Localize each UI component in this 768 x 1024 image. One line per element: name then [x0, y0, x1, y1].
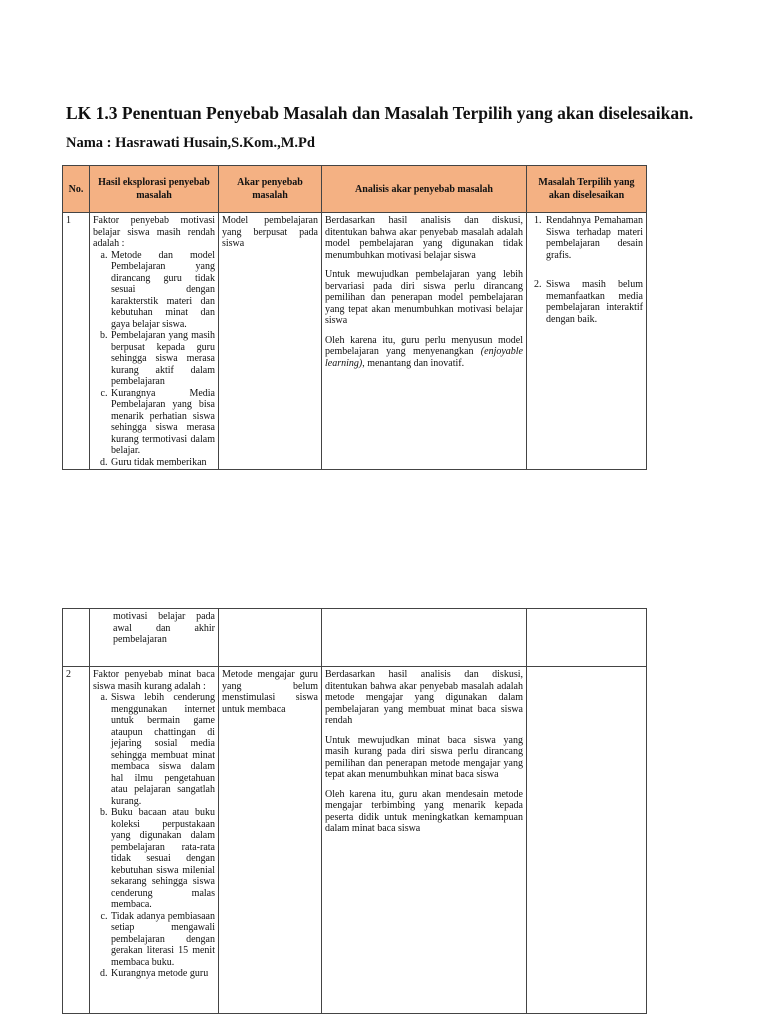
table-row	[63, 213, 647, 470]
list-item: c. Kurangnya Media Pembelajaran yang bisa menarik perhatian siswa sehingga siswa merasa kurang termotivasi dalam belajar.	[110, 388, 215, 457]
analisis-paragraph: Untuk mewujudkan minat baca siswa yang masih kurang pada diri siswa perlu dirancang pemilihan dan penerapan metode mengajar yang tepat akan menumbuhkan minat baca siswa	[325, 734, 523, 780]
table-row	[63, 667, 647, 1014]
analisis-emphasis: (enjoyable learning)	[325, 346, 523, 369]
document-title: LK 1.3 Penentuan Penyebab Masalah dan Masalah Terpilih yang akan diselesaikan.	[66, 103, 694, 123]
analisis-text: Oleh karena itu, guru perlu menyusun model pembelajaran yang menyenangkan	[325, 334, 523, 357]
list-item: b. Buku bacaan atau buku koleksi perpustakaan yang digunakan dalam pembelajaran rata-rata tidak sesuai dengan kebutuhan siswa milenial sekarang sehingga siswa cenderung malas membaca.	[110, 807, 215, 911]
analisis-paragraph: Berdasarkan hasil analisis dan diskusi, ditentukan bahwa akar penyebab masalah adalah model pembelajaran yang digunakan tidak menumbuhkan motivasi belajar siswa	[325, 215, 523, 261]
analisis-paragraph: Oleh karena itu, guru akan mendesain metode mengajar terbimbing yang menarik kepada peserta didik untuk meningkatkan kemampuan dalam minat baca siswa	[325, 788, 523, 834]
masalah-list	[530, 215, 643, 325]
akar-cell: Metode mengajar guru yang belum menstimulasi siswa untuk membaca	[219, 667, 322, 1014]
header-masalah-terpilih: Masalah Terpilih yang akan diselesaikan	[527, 166, 647, 213]
list-item: a. Siswa lebih cenderung menggunakan internet untuk bermain game ataupun chattingan di jejaring sosial media sehingga membuat minat membaca siswa dalam hal ilmu pengetahuan atau pelajaran sangatlah kurang.	[110, 692, 215, 807]
hasil-list	[93, 692, 215, 980]
row-number: 2	[63, 667, 90, 1014]
header-hasil-eksplorasi: Hasil eksplorasi penyebab masalah	[90, 166, 219, 213]
table-header-row	[63, 166, 647, 213]
hasil-intro: Faktor penyebab motivasi belajar siswa masih rendah adalah :	[93, 215, 215, 249]
masalah-cell	[527, 213, 647, 470]
row-number: 1	[63, 213, 90, 470]
author-name: Nama : Hasrawati Husain,S.Kom.,M.Pd	[66, 135, 315, 151]
header-akar-penyebab: Akar penyebab masalah	[219, 166, 322, 213]
hasil-intro: Faktor penyebab minat baca siswa masih kurang adalah :	[93, 669, 215, 692]
list-item: a. Metode dan model Pembelajaran yang dirancang guru tidak sesuai dengan karakterstik materi dan kebutuhan minat dan gaya belajar siswa.	[110, 250, 215, 331]
header-no: No.	[63, 166, 90, 213]
list-item: 2. Siswa masih belum memanfaatkan media pembelajaran interaktif dengan baik.	[544, 279, 643, 325]
analisis-text: , menantang dan inovatif.	[362, 357, 465, 369]
problem-table-page-2	[62, 608, 647, 1014]
list-item: d. Kurangnya metode guru	[110, 968, 215, 980]
hasil-continuation: motivasi belajar pada awal dan akhir pembelajaran	[113, 611, 215, 645]
row-number	[63, 609, 90, 667]
masalah-cell	[527, 609, 647, 667]
hasil-cell	[90, 667, 219, 1014]
analisis-paragraph: Untuk mewujudkan pembelajaran yang lebih bervariasi pada diri siswa perlu dirancang pemilihan dan penerapan model pembelajaran yang tepat akan menumbuhkan motivasi belajar siswa	[325, 269, 523, 326]
masalah-cell	[527, 667, 647, 1014]
problem-table-page-1	[62, 165, 647, 470]
akar-cell: Model pembelajaran yang berpusat pada siswa	[219, 213, 322, 470]
analisis-paragraph: Berdasarkan hasil analisis dan diskusi, ditentukan bahwa akar penyebab masalah adalah metode mengajar yang digunakan dalam pembelajaran yang membuat minat baca siswa rendah	[325, 669, 523, 726]
list-item: c. Tidak adanya pembiasaan setiap mengawali pembelajaran dengan gerakan literasi 15 menit membaca buku.	[110, 911, 215, 969]
list-item: 1. Rendahnya Pemahaman Siswa terhadap materi pembelajaran desain grafis.	[544, 215, 643, 261]
analisis-cell	[322, 609, 527, 667]
list-item: d. Guru tidak memberikan	[110, 457, 215, 468]
hasil-list	[93, 250, 215, 468]
hasil-continuation-cell	[90, 609, 219, 667]
analisis-cell	[322, 667, 527, 1014]
akar-cell	[219, 609, 322, 667]
analisis-paragraph	[325, 335, 523, 370]
header-analisis: Analisis akar penyebab masalah	[322, 166, 527, 213]
table-row	[63, 609, 647, 667]
analisis-cell	[322, 213, 527, 470]
hasil-cell	[90, 213, 219, 470]
list-item: b. Pembelajaran yang masih berpusat kepada guru sehingga siswa merasa kurang aktif dalam pembelajaran	[110, 330, 215, 388]
